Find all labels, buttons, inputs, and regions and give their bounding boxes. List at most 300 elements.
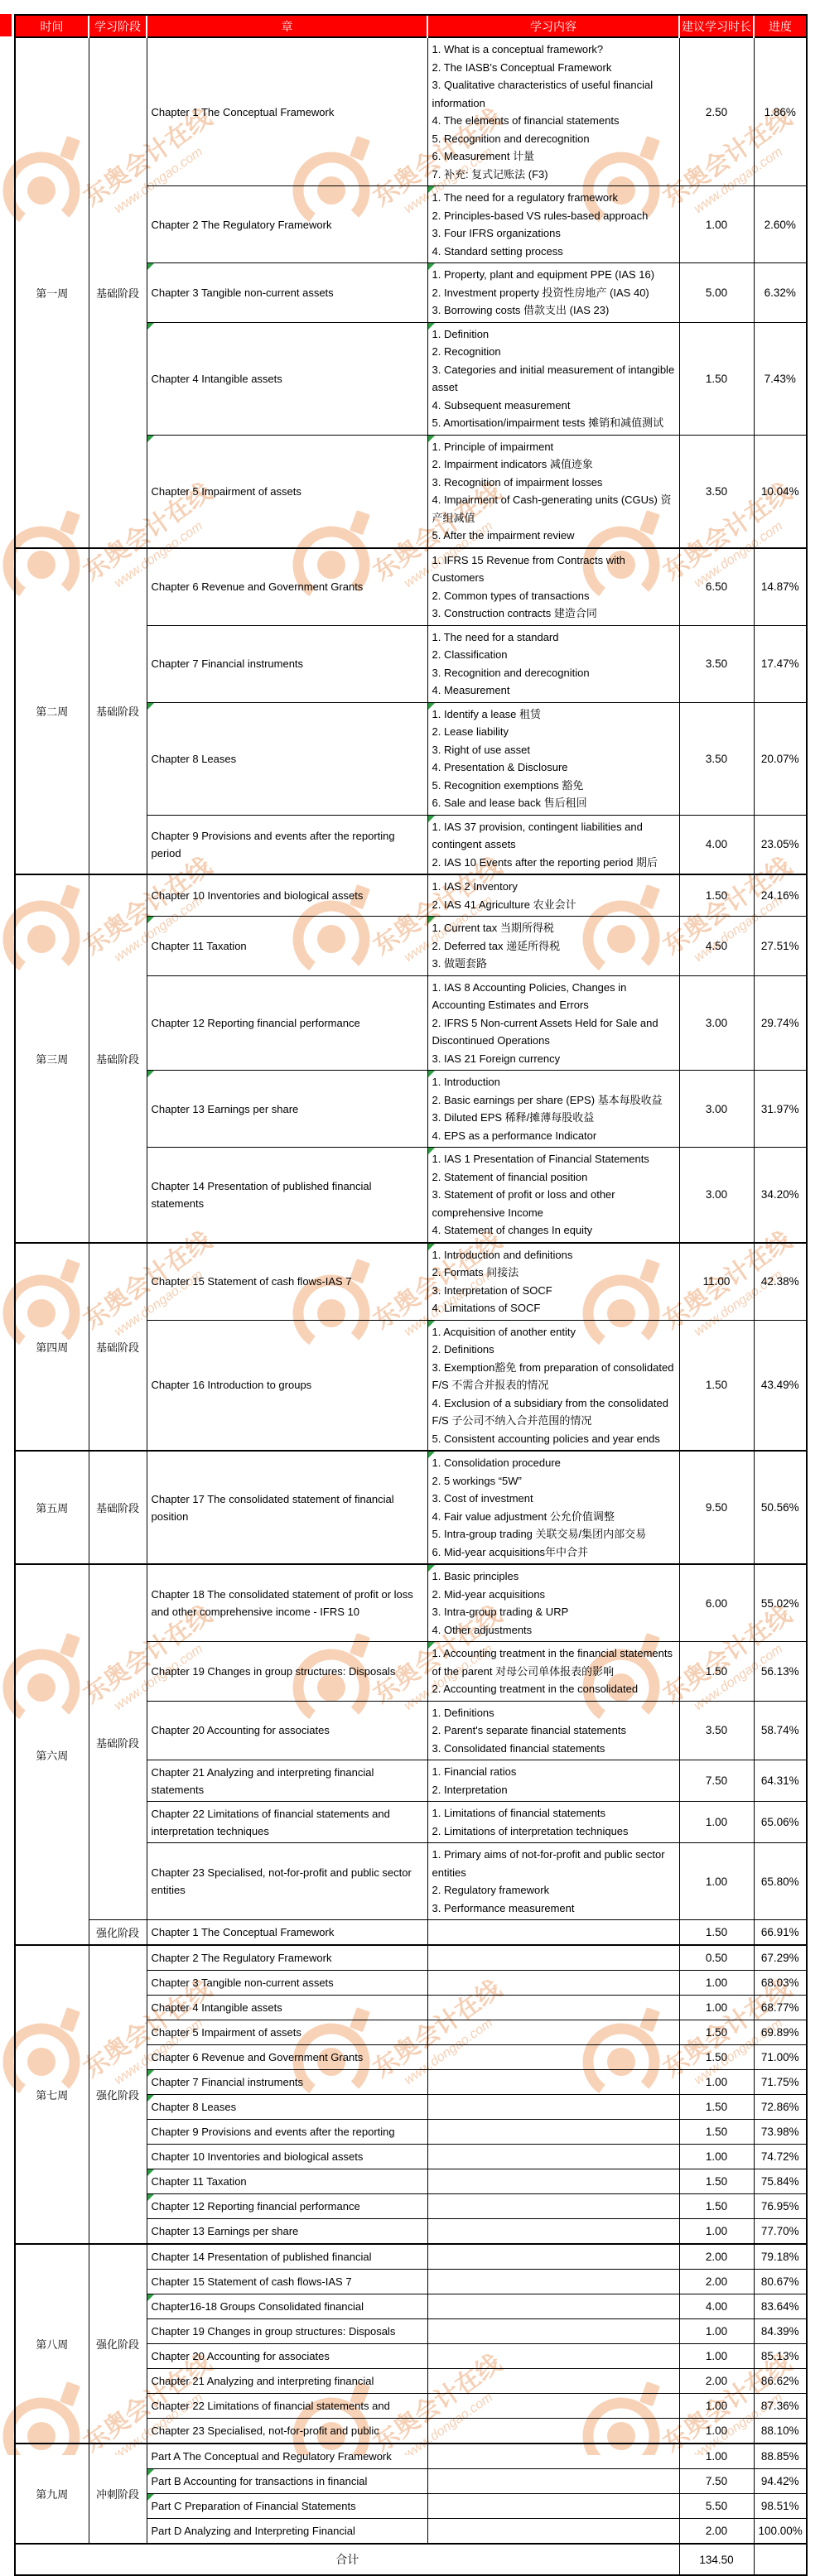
content-cell [427,2095,679,2120]
phase-cell: 基础阶段 [89,37,147,548]
content-line: 5. Recognition and derecognition [432,132,590,145]
hours-cell: 1.00 [679,2419,754,2444]
content-cell [427,2270,679,2294]
progress-cell: 72.86% [754,2095,807,2120]
chapter-cell: Chapter 3 Tangible non-current assets [147,263,427,323]
content-cell [427,1971,679,1996]
hours-cell: 1.00 [679,1971,754,1996]
hours-cell: 4.00 [679,2294,754,2319]
plan-table-body [15,37,807,2544]
content-line: 2. Regulatory framework [432,1884,550,1896]
chapter-cell: Part A The Conceptual and Regulatory Framework [147,2444,427,2469]
progress-cell: 86.62% [754,2369,807,2394]
content-cell [427,975,679,1071]
table-row [15,1945,807,1971]
col-header-chapter: 章 [147,15,427,37]
chapter-cell: Part C Preparation of Financial Statements [147,2494,427,2519]
chapter-cell: Chapter 10 Inventories and biological assets [147,2145,427,2169]
content-cell [427,1320,679,1451]
content-cell [427,1701,679,1760]
content-line: 3. Interpretation of SOCF [432,1283,552,1297]
col-header-content: 学习内容 [427,15,679,37]
content-line: 2. Statement of financial position [432,1170,588,1183]
table-row [15,1920,807,1946]
progress-cell: 50.56% [754,1451,807,1564]
progress-cell: 80.67% [754,2270,807,2294]
hours-cell: 1.50 [679,2020,754,2045]
content-line: 3. Recognition of impairment losses [432,475,603,489]
content-line: 1. Identify a lease 租赁 [432,707,542,720]
content-cell [427,815,679,874]
content-line: 3. 做题套路 [432,957,487,970]
progress-cell: 77.70% [754,2219,807,2245]
content-line: 1. IAS 1 Presentation of Financial Statements [432,1153,649,1165]
phase-cell: 基础阶段 [89,874,147,1243]
content-line: 1. Principle of impairment [432,440,554,453]
content-cell [427,2294,679,2319]
chapter-cell: Chapter 6 Revenue and Government Grants [147,2045,427,2070]
content-line: 3. Borrowing costs 借款支出 (IAS 23) [432,304,610,316]
chapter-cell: Part D Analyzing and Interpreting Financial [147,2519,427,2545]
content-line: 6. Measurement 计量 [432,150,535,162]
content-line: 1. Property, plant and equipment PPE (IAS 16) [432,268,655,281]
content-cell [427,2020,679,2045]
chapter-cell: Chapter 4 Intangible assets [147,322,427,435]
content-line: 4. Measurement [432,684,510,696]
content-line: 3. Performance measurement [432,1901,575,1914]
content-line: 1. The need for a regulatory framework [432,191,618,204]
hours-cell: 7.50 [679,2469,754,2494]
content-cell [427,2369,679,2394]
progress-cell: 84.39% [754,2319,807,2344]
progress-cell: 94.42% [754,2469,807,2494]
content-line: 1. Financial ratios [432,1765,517,1778]
content-line: 3. Intra-group trading & URP [432,1606,569,1618]
content-cell [427,2070,679,2095]
chapter-cell: Chapter 4 Intangible assets [147,1996,427,2020]
content-cell [427,2444,679,2469]
content-line: 4. EPS as a performance Indicator [432,1129,597,1142]
chapter-cell: Chapter 17 The consolidated statement of financial position [147,1451,427,1564]
table-row [15,2444,807,2469]
hours-cell: 1.00 [679,1996,754,2020]
chapter-cell: Chapter 2 The Regulatory Framework [147,186,427,263]
content-cell [427,548,679,626]
content-line: 2. Parent's separate financial statements [432,1724,626,1736]
chapter-cell: Chapter 20 Accounting for associates [147,2344,427,2369]
content-cell [427,322,679,435]
week-cell: 第六周 [15,1564,89,1945]
content-line: 1. Introduction [432,1076,500,1088]
hours-cell: 1.00 [679,2070,754,2095]
content-cell [427,1642,679,1702]
content-cell [427,1996,679,2020]
hours-cell: 2.50 [679,37,754,186]
chapter-cell: Chapter 21 Analyzing and interpreting financial [147,2369,427,2394]
content-cell [427,1564,679,1642]
hours-cell: 2.00 [679,2519,754,2545]
chapter-cell: Chapter 23 Specialised, not-for-profit and public [147,2419,427,2444]
progress-cell: 42.38% [754,1243,807,1321]
chapter-cell: Chapter 6 Revenue and Government Grants [147,548,427,626]
week-cell: 第四周 [15,1243,89,1452]
content-line: 3. Right of use asset [432,743,531,756]
content-line: 1. Accounting treatment in the financial statements of the parent 对母公司单体报表的影响 [432,1647,673,1678]
content-cell [427,2344,679,2369]
week-cell: 第一周 [15,37,89,548]
hours-cell: 4.50 [679,917,754,976]
content-line: 2. Lease liability [432,725,509,738]
content-cell [427,2219,679,2245]
content-line: 4. Exclusion of a subsidiary from the consolidated F/S 子公司不纳入合并范围的情况 [432,1396,668,1427]
content-cell [427,1802,679,1843]
chapter-cell: Chapter 7 Financial instruments [147,625,427,702]
progress-cell: 88.85% [754,2444,807,2469]
progress-cell: 83.64% [754,2294,807,2319]
progress-cell: 2.60% [754,186,807,263]
chapter-cell: Chapter 12 Reporting financial performance [147,2194,427,2219]
phase-cell: 强化阶段 [89,2244,147,2444]
content-cell [427,1148,679,1243]
progress-cell: 79.18% [754,2244,807,2270]
chapter-cell: Chapter 16 Introduction to groups [147,1320,427,1451]
phase-cell: 基础阶段 [89,548,147,875]
progress-cell: 73.98% [754,2120,807,2145]
hours-cell: 3.50 [679,702,754,815]
hours-cell: 0.50 [679,1945,754,1971]
col-header-hours: 建议学习时长 [679,15,754,37]
content-cell [427,2244,679,2270]
chapter-cell: Chapter 5 Impairment of assets [147,435,427,548]
content-cell [427,702,679,815]
content-cell [427,917,679,976]
content-cell [427,2145,679,2169]
content-cell [427,2319,679,2344]
content-cell [427,435,679,548]
hours-cell: 2.00 [679,2244,754,2270]
progress-cell: 98.51% [754,2494,807,2519]
content-line: 2. Classification [432,648,508,661]
content-line: 1. Primary aims of not-for-profit and public sector entities [432,1848,665,1879]
table-row [15,874,807,917]
chapter-cell: Chapter 9 Provisions and events after the reporting period [147,815,427,874]
content-line: 1. Acquisition of another entity [432,1325,576,1338]
content-line: 1. IAS 37 provision, contingent liabilities and contingent assets [432,820,643,850]
content-line: 1. IAS 2 Inventory [432,880,518,893]
chapter-cell: Chapter 11 Taxation [147,2169,427,2194]
week-cell: 第七周 [15,1945,89,2244]
total-progress-cell [754,2544,807,2575]
table-row [15,1243,807,1321]
progress-cell: 20.07% [754,702,807,815]
progress-cell: 68.03% [754,1971,807,1996]
content-cell [427,186,679,263]
content-line: 5. After the impairment review [432,529,575,542]
content-line: 1. Current tax 当期所得税 [432,922,554,934]
table-row [15,548,807,626]
hours-cell: 1.50 [679,1320,754,1451]
progress-cell: 58.74% [754,1701,807,1760]
content-line: 3. Four IFRS organizations [432,227,561,239]
progress-cell: 64.31% [754,1760,807,1802]
hours-cell: 1.50 [679,1920,754,1946]
progress-cell: 10.04% [754,435,807,548]
col-header-time: 时间 [15,15,89,37]
week-cell: 第九周 [15,2444,89,2544]
content-cell [427,1920,679,1946]
content-line: 4. Subsequent measurement [432,398,571,412]
chapter-cell: Chapter 8 Leases [147,2095,427,2120]
chapter-cell: Chapter 22 Limitations of financial statements and [147,2394,427,2419]
progress-cell: 14.87% [754,548,807,626]
hours-cell: 1.00 [679,1802,754,1843]
hours-cell: 1.50 [679,874,754,917]
chapter-cell: Chapter 1 The Conceptual Framework [147,1920,427,1946]
chapter-cell: Chapter 21 Analyzing and interpreting financial statements [147,1760,427,1802]
hours-cell: 6.50 [679,548,754,626]
hours-cell: 1.50 [679,2045,754,2070]
content-cell [427,2045,679,2070]
content-line: 1. Introduction and definitions [432,1248,573,1261]
content-line: 1. Consolidation procedure [432,1457,561,1469]
content-line: 5. Amortisation/impairment tests 摊销和减值测试 [432,416,664,429]
content-line: 2. Formats 间接法 [432,1266,519,1278]
chapter-cell: Chapter 15 Statement of cash flows-IAS 7 [147,1243,427,1321]
progress-cell: 56.13% [754,1642,807,1702]
content-line: 1. IFRS 15 Revenue from Contracts with Customers [432,553,625,584]
chapter-cell: Chapter16-18 Groups Consolidated financial [147,2294,427,2319]
progress-cell: 85.13% [754,2344,807,2369]
progress-cell: 75.84% [754,2169,807,2194]
content-line: 6. Mid-year acquisitions年中合并 [432,1545,589,1558]
phase-cell: 冲刺阶段 [89,2444,147,2544]
content-cell [427,1451,679,1564]
content-line: 2. Accounting treatment in the consolidated [432,1683,639,1695]
progress-cell: 67.29% [754,1945,807,1971]
chapter-cell: Chapter 14 Presentation of published financial [147,2244,427,2270]
content-cell [427,2169,679,2194]
content-line: 3. Statement of profit or loss and other comprehensive Income [432,1188,615,1219]
content-line: 2. Impairment indicators 减值迹象 [432,458,593,470]
content-line: 2. IFRS 5 Non-current Assets Held for Sale and Discontinued Operations [432,1016,658,1047]
content-line: 2. IAS 10 Events after the reporting period 期后 [432,855,658,869]
content-line: 3. Cost of investment [432,1492,533,1505]
hours-cell: 1.00 [679,1843,754,1920]
table-row [15,37,807,186]
content-cell [427,263,679,323]
header-row [15,15,807,37]
content-line: 3. Exemption豁免 from preparation of consolidated F/S 不需合并报表的情况 [432,1360,674,1391]
chapter-cell: Chapter 14 Presentation of published financial statements [147,1148,427,1243]
chapter-cell: Chapter 18 The consolidated statement of profit or loss and other comprehensive income - IFRS 10 [147,1564,427,1642]
content-line: 3. Diluted EPS 稀释/摊薄每股收益 [432,1111,595,1124]
week-cell: 第二周 [15,548,89,875]
content-cell [427,1071,679,1148]
content-line: 2. IAS 41 Agriculture 农业会计 [432,898,576,911]
content-line: 3. Categories and initial measurement of intangible asset [432,363,675,393]
hours-cell: 5.50 [679,2494,754,2519]
chapter-cell: Chapter 5 Impairment of assets [147,2020,427,2045]
progress-cell: 71.00% [754,2045,807,2070]
hours-cell: 1.00 [679,2145,754,2169]
content-cell [427,2419,679,2444]
progress-cell: 1.86% [754,37,807,186]
hours-cell: 1.50 [679,2095,754,2120]
content-cell [427,1760,679,1802]
content-line: 4. Presentation & Disclosure [432,761,568,773]
chapter-cell: Chapter 15 Statement of cash flows-IAS 7 [147,2270,427,2294]
content-line: 6. Sale and lease back 售后租回 [432,797,587,809]
table-row [15,1451,807,1564]
chapter-cell: Chapter 3 Tangible non-current assets [147,1971,427,1996]
hours-cell: 9.50 [679,1451,754,1564]
progress-cell: 43.49% [754,1320,807,1451]
week-cell: 第五周 [15,1451,89,1564]
content-line: 2. Interpretation [432,1783,508,1796]
progress-cell: 66.91% [754,1920,807,1946]
progress-cell: 24.16% [754,874,807,917]
content-line: 2. Recognition [432,345,501,358]
hours-cell: 3.00 [679,975,754,1071]
hours-cell: 5.00 [679,263,754,323]
content-line: 2. Common types of transactions [432,589,590,602]
content-line: 1. IAS 8 Accounting Policies, Changes in Accounting Estimates and Errors [432,980,627,1011]
phase-cell: 基础阶段 [89,1564,147,1920]
chapter-cell: Chapter 19 Changes in group structures: Disposals [147,1642,427,1702]
hours-cell: 3.00 [679,1148,754,1243]
progress-cell: 76.95% [754,2194,807,2219]
progress-cell: 88.10% [754,2419,807,2444]
chapter-cell: Chapter 22 Limitations of financial statements and interpretation techniques [147,1802,427,1843]
total-label: 合计 [15,2544,679,2575]
content-cell [427,625,679,702]
hours-cell: 1.50 [679,2169,754,2194]
content-line: 2. 5 workings “5W” [432,1474,522,1487]
progress-cell: 29.74% [754,975,807,1071]
content-line: 4. Fair value adjustment 公允价值调整 [432,1509,615,1523]
progress-cell: 71.75% [754,2070,807,2095]
content-line: 3. Recognition and derecognition [432,666,590,679]
content-cell [427,874,679,917]
content-line: 1. Basic principles [432,1570,519,1582]
hours-cell: 1.50 [679,1642,754,1702]
table-row [15,1564,807,1642]
content-line: 5. Consistent accounting policies and year ends [432,1432,660,1445]
study-plan-table [14,14,808,2576]
content-cell [427,2120,679,2145]
chapter-cell: Chapter 13 Earnings per share [147,2219,427,2245]
corner-red-chip [0,14,12,36]
progress-cell: 34.20% [754,1148,807,1243]
content-cell [427,2494,679,2519]
chapter-cell: Chapter 8 Leases [147,702,427,815]
chapter-cell: Chapter 7 Financial instruments [147,2070,427,2095]
content-line: 4. Standard setting process [432,244,563,258]
progress-cell: 65.06% [754,1802,807,1843]
content-cell [427,1843,679,1920]
content-line: 2. The IASB's Conceptual Framework [432,60,612,74]
phase-cell: 强化阶段 [89,1920,147,1946]
content-cell [427,37,679,186]
chapter-cell: Chapter 2 The Regulatory Framework [147,1945,427,1971]
hours-cell: 1.00 [679,2344,754,2369]
total-hours-cell: 134.50 [679,2544,754,2575]
hours-cell: 1.00 [679,2319,754,2344]
content-cell [427,2519,679,2545]
content-line: 7. 补充: 复式记账法 (F3) [432,167,548,181]
progress-cell: 87.36% [754,2394,807,2419]
chapter-cell: Part B Accounting for transactions in financial [147,2469,427,2494]
progress-cell: 68.77% [754,1996,807,2020]
content-line: 2. Deferred tax 递延所得税 [432,939,561,952]
content-line: 2. Investment property 投资性房地产 (IAS 40) [432,286,649,299]
progress-cell: 55.02% [754,1564,807,1642]
hours-cell: 3.50 [679,435,754,548]
content-line: 1. What is a conceptual framework? [432,43,604,55]
col-header-progress: 进度 [754,15,807,37]
content-line: 3. IAS 21 Foreign currency [432,1052,561,1065]
col-header-phase: 学习阶段 [89,15,147,37]
content-line: 2. Basic earnings per share (EPS) 基本每股收益 [432,1093,663,1106]
phase-cell: 基础阶段 [89,1243,147,1452]
hours-cell: 2.00 [679,2270,754,2294]
chapter-cell: Chapter 20 Accounting for associates [147,1701,427,1760]
content-line: 1. Definitions [432,1706,494,1719]
hours-cell: 1.50 [679,2194,754,2219]
hours-cell: 1.00 [679,2444,754,2469]
hours-cell: 4.00 [679,815,754,874]
hours-cell: 3.50 [679,625,754,702]
week-cell: 第八周 [15,2244,89,2444]
content-line: 5. Intra-group trading 关联交易/集团内部交易 [432,1528,647,1540]
table-row [15,2244,807,2270]
content-cell [427,2469,679,2494]
phase-cell: 强化阶段 [89,1945,147,2244]
hours-cell: 2.00 [679,2369,754,2394]
chapter-cell: Chapter 23 Specialised, not-for-profit and public sector entities [147,1843,427,1920]
chapter-cell: Chapter 9 Provisions and events after the reporting [147,2120,427,2145]
progress-cell: 23.05% [754,815,807,874]
hours-cell: 1.50 [679,2120,754,2145]
content-cell [427,1945,679,1971]
content-line: 4. Statement of changes In equity [432,1224,593,1236]
content-line: 3. Qualitative characteristics of useful financial information [432,79,654,109]
progress-cell: 6.32% [754,263,807,323]
content-cell [427,1243,679,1321]
total-row [15,2544,807,2575]
hours-cell: 1.50 [679,322,754,435]
hours-cell: 1.00 [679,186,754,263]
hours-cell: 7.50 [679,1760,754,1802]
progress-cell: 7.43% [754,322,807,435]
content-line: 1. The need for a standard [432,630,559,643]
chapter-cell: Chapter 10 Inventories and biological assets [147,874,427,917]
content-line: 2. Principles-based VS rules-based approach [432,209,649,222]
hours-cell: 3.50 [679,1701,754,1760]
phase-cell: 基础阶段 [89,1451,147,1564]
content-line: 1. Definition [432,327,490,340]
content-line: 4. The elements of financial statements [432,114,620,127]
content-cell [427,2194,679,2219]
chapter-cell: Chapter 1 The Conceptual Framework [147,37,427,186]
chapter-cell: Chapter 11 Taxation [147,917,427,976]
content-line: 1. Limitations of financial statements [432,1807,606,1819]
progress-cell: 31.97% [754,1071,807,1148]
hours-cell: 3.00 [679,1071,754,1148]
hours-cell: 6.00 [679,1564,754,1642]
content-line: 5. Recognition exemptions 豁免 [432,778,584,792]
progress-cell: 74.72% [754,2145,807,2169]
